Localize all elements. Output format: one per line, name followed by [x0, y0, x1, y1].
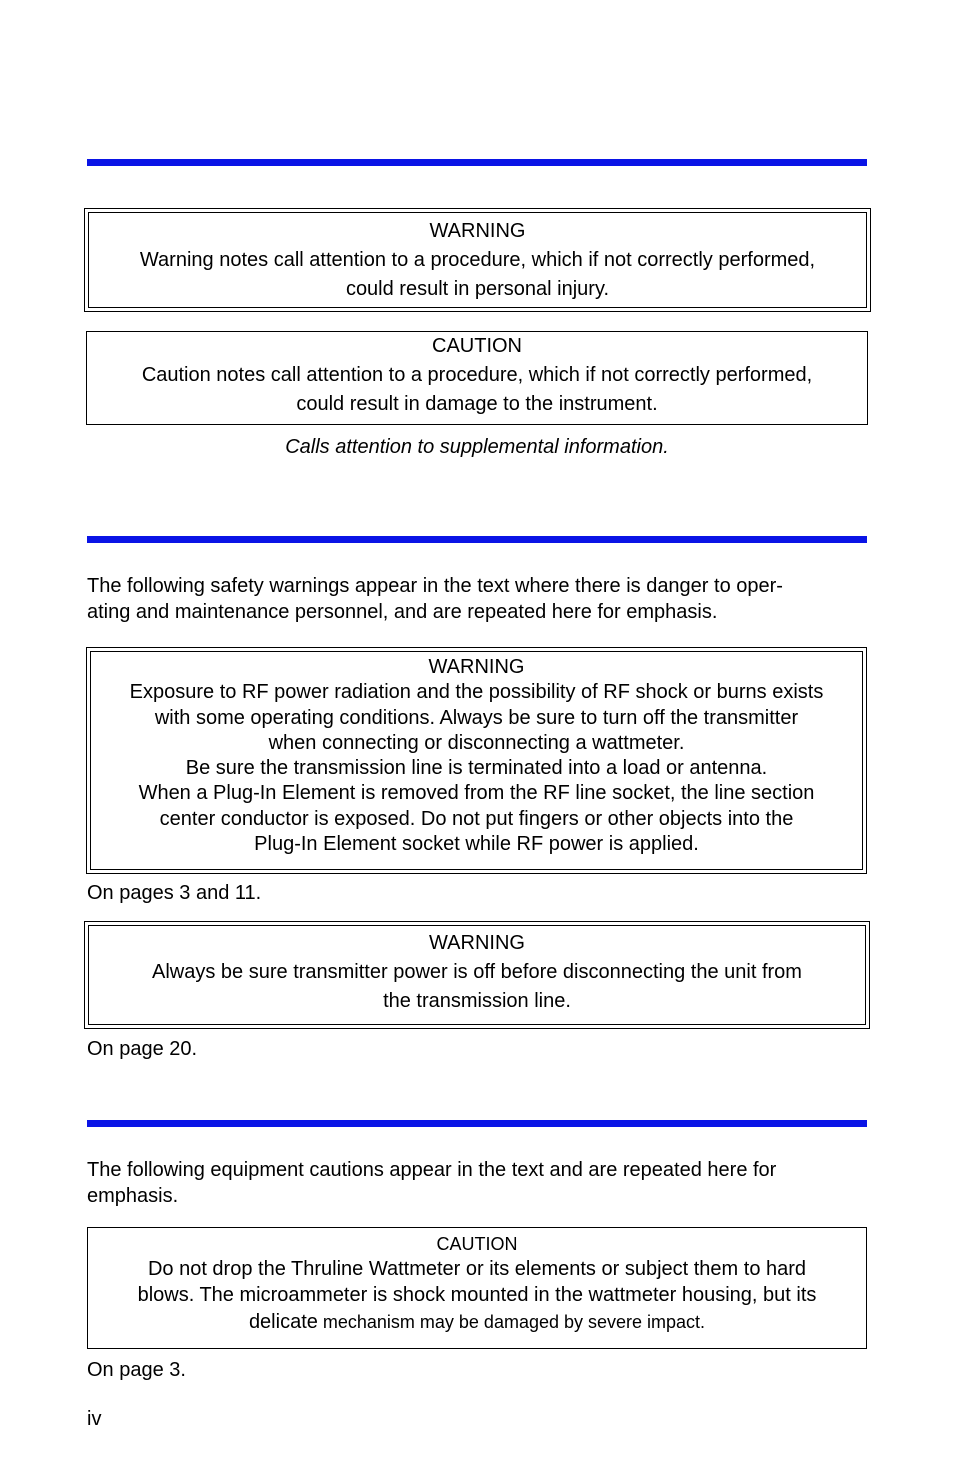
intro-line: ating and maintenance personnel, and are repeated here for emphasis.: [87, 601, 718, 623]
section-rule: [87, 1120, 867, 1127]
warning-text-line: the transmission line.: [383, 990, 571, 1012]
safety-warning-box: [86, 647, 867, 874]
intro-line: The following equipment cautions appear in the text and are repeated here for: [87, 1159, 777, 1181]
intro-line: emphasis.: [87, 1185, 179, 1207]
warning-text-line: Plug-In Element socket while RF power is applied.: [254, 833, 699, 856]
warning-title: WARNING: [428, 656, 525, 678]
caution-definition-box: [86, 331, 868, 425]
caution-title: CAUTION: [432, 335, 522, 357]
equipment-caution-box: [87, 1227, 867, 1349]
page-number: iv: [87, 1408, 102, 1430]
warning-text-line: Warning notes call attention to a procedure, which if not correctly performed,: [139, 249, 816, 271]
note-text: Calls attention to supplemental information.: [285, 436, 669, 458]
caution-text-line: Do not drop the Thruline Wattmeter or its elements or subject them to hard: [147, 1258, 807, 1280]
page-reference: On page 20.: [87, 1038, 198, 1060]
warning-text-line: Be sure the transmission line is terminated into a load or antenna.: [185, 757, 768, 780]
caution-text-line: [88, 1308, 866, 1336]
intro-line: The following safety warnings appear in the text where there is danger to oper-: [87, 575, 783, 597]
caution-text-fragment: delicate: [248, 1311, 318, 1333]
warning-text-line: center conductor is exposed. Do not put fingers or other objects into the: [159, 807, 794, 830]
warning-text-line: Always be sure transmitter power is off before disconnecting the unit from: [152, 961, 802, 983]
section-rule: [87, 536, 867, 543]
caution-text-line: blows. The microammeter is shock mounted in the wattmeter housing, but its: [137, 1284, 817, 1306]
section-rule: [87, 159, 867, 166]
warning-text-line: when connecting or disconnecting a wattmeter.: [268, 731, 685, 754]
warning-title: WARNING: [429, 932, 525, 954]
warning-text-line: could result in personal injury.: [345, 278, 610, 300]
warning-text-line: Exposure to RF power radiation and the possibility of RF shock or burns exists: [129, 681, 824, 704]
page-reference: On pages 3 and 11.: [87, 882, 262, 904]
caution-text-line: Caution notes call attention to a procedure, which if not correctly performed,: [141, 364, 813, 386]
equipment-intro: [87, 1157, 877, 1209]
safety-intro: [87, 573, 877, 625]
warning-title: WARNING: [429, 220, 526, 242]
warning-text-line: with some operating conditions. Always be sure to turn off the transmitter: [154, 706, 799, 729]
page-reference: On page 3.: [87, 1359, 186, 1381]
caution-title: CAUTION: [436, 1234, 518, 1254]
safety-warning-box: [84, 921, 870, 1029]
warning-text-line: When a Plug-In Element is removed from the RF line socket, the line section: [138, 782, 815, 805]
caution-text-line: could result in damage to the instrument.: [296, 393, 658, 415]
caution-text-fragment: mechanism may be damaged by severe impact.: [317, 1312, 706, 1332]
warning-definition-box: [84, 208, 871, 312]
